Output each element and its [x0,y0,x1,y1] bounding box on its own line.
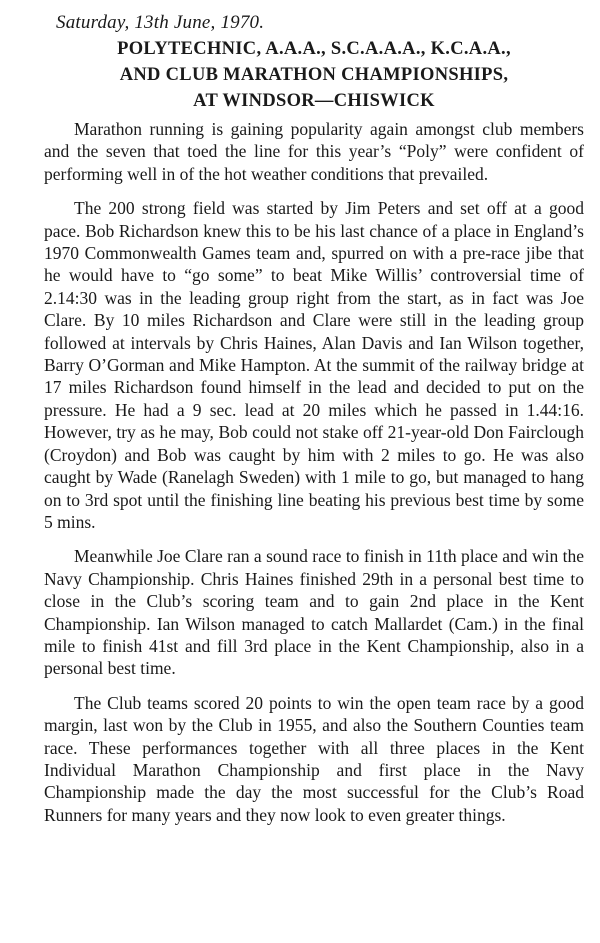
article [44,12,584,838]
headline-line: AND CLUB MARATHON CHAMPIONSHIPS, [119,65,509,85]
article-headline [44,36,584,114]
headline-line: POLYTECHNIC, A.A.A., S.C.A.A.A., K.C.A.A., [117,39,511,59]
article-paragraph: The 200 strong field was started by Jim Peters and set off at a good pace. Bob Richardson knew this to be his last chance of a place in England’s 1970 Commonwealth Games team and, spurred on with a pre-race jibe that he would have to “go some” to beat Mike Willis’ controversial time of 2.14:30 was in the leading group right from the start, as in fact was Joe Clare. By 10 miles Richardson and Clare were still in the leading group followed at intervals by Chris Haines, Alan Davis and Ian Wilson together, Barry O’Gorman and Mike Hampton. At the summit of the railway bridge at 17 miles Richardson found himself in the lead and decided to put on the pressure. He had a 9 sec. lead at 20 miles which he passed in 1.44:16. However, try as he may, Bob could not stake off 21-year-old Don Fairclough (Croydon) and Bob was caught by him with 2 miles to go. He was also caught by Wade (Ranelagh Sweden) with 1 mile to go, but managed to hang on to 3rd spot until the finishing line beating his previous best time by some 5 mins. [44,198,584,532]
article-paragraph: The Club teams scored 20 points to win the open team race by a good margin, last won by the Club in 1955, and also the Southern Counties team race. These performances together with all three places in the Kent Individual Marathon Championship and first place in the Navy Championship made the day the most successful for the Club’s Road Runners for many years and they now look to even greater things. [44,692,584,825]
headline-line: AT WINDSOR—CHISWICK [193,91,435,111]
article-date: Saturday, 13th June, 1970. [56,12,265,33]
article-paragraph: Meanwhile Joe Clare ran a sound race to finish in 11th place and win the Navy Championship. Chris Haines finished 29th in a personal best time to close in the Club’s scoring team and to gain 2nd place in the Kent Championship. Ian Wilson managed to catch Mallardet (Cam.) in the final mile to finish 41st and fill 3rd place in the Kent Championship, also in a personal best time. [44,546,584,679]
article-paragraph: Marathon running is gaining popularity again amongst club members and the seven that toed the line for this year’s “Poly” were confident of performing well in of the hot weather conditions that prevailed. [44,119,584,184]
